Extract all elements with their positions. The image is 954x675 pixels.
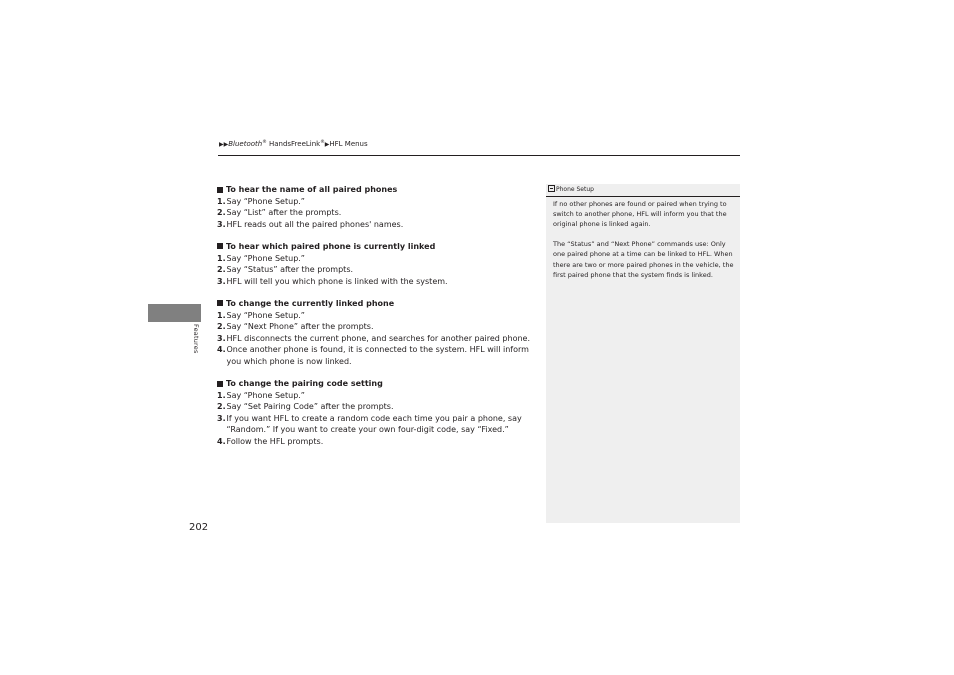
breadcrumb-arrow-icon: ▶▶ bbox=[219, 141, 229, 148]
sidebar-paragraph: If no other phones are found or paired when trying to switch to another phone, HFL will inform you that the original phone is linked again. bbox=[553, 200, 727, 229]
list-item: 1. Say “Phone Setup.” bbox=[217, 390, 305, 400]
list-item: 3. HFL will tell you which phone is linked with the system. bbox=[217, 276, 448, 286]
section-heading: To hear which paired phone is currently linked bbox=[217, 241, 537, 253]
main-content bbox=[217, 184, 537, 458]
breadcrumb-arrow-icon: ▶ bbox=[324, 141, 330, 148]
list-item: 4. Follow the HFL prompts. bbox=[217, 437, 324, 447]
note-icon bbox=[548, 185, 555, 192]
breadcrumb-item-handsfreelink[interactable]: HandsFreeLink bbox=[268, 140, 321, 148]
chapter-tab-label: Features bbox=[192, 324, 200, 354]
chapter-tab[interactable] bbox=[148, 304, 201, 322]
section-hear-paired-phones bbox=[217, 184, 537, 230]
registered-mark: ® bbox=[262, 140, 267, 145]
square-bullet-icon bbox=[217, 187, 223, 193]
breadcrumb-item-hfl-menus: HFL Menus bbox=[329, 140, 368, 148]
list-item: 4. Once another phone is found, it is connected to the system. HFL will inform you which phone is now linked. bbox=[217, 345, 529, 366]
sidebar-heading-label: Phone Setup bbox=[556, 186, 594, 193]
section-heading: To hear the name of all paired phones bbox=[217, 184, 537, 196]
header-rule bbox=[218, 155, 740, 156]
square-bullet-icon bbox=[217, 300, 223, 306]
list-item: 1. Say “Phone Setup.” bbox=[217, 253, 305, 263]
section-heading: To change the currently linked phone bbox=[217, 298, 537, 310]
sidebar-body bbox=[553, 199, 735, 290]
list-item: 2. Say “Next Phone” after the prompts. bbox=[217, 322, 374, 332]
sidebar-heading bbox=[546, 184, 740, 197]
list-item: 1. Say “Phone Setup.” bbox=[217, 310, 305, 320]
registered-mark: ® bbox=[320, 140, 325, 145]
page-number: 202 bbox=[189, 522, 209, 533]
square-bullet-icon bbox=[217, 381, 223, 387]
section-hear-linked-phone bbox=[217, 241, 537, 287]
list-item: 1. Say “Phone Setup.” bbox=[217, 196, 305, 206]
section-pairing-code bbox=[217, 378, 537, 448]
list-item: 3. If you want HFL to create a random code each time you pair a phone, say “Random.” If you want to create your own four-digit code, say “Fixed.” bbox=[217, 413, 522, 435]
list-item: 2. Say “Set Pairing Code” after the prompts. bbox=[217, 402, 394, 412]
section-change-linked-phone bbox=[217, 298, 537, 368]
list-item: 3. HFL disconnects the current phone, and searches for another paired phone. bbox=[217, 333, 530, 343]
square-bullet-icon bbox=[217, 243, 223, 249]
breadcrumb bbox=[219, 138, 368, 150]
section-heading: To change the pairing code setting bbox=[217, 378, 537, 390]
sidebar-note bbox=[546, 184, 740, 523]
list-item: 2. Say “List” after the prompts. bbox=[217, 208, 342, 218]
list-item: 3. HFL reads out all the paired phones' names. bbox=[217, 219, 404, 229]
sidebar-paragraph: The “Status” and “Next Phone” commands use: Only one paired phone at a time can be linked to HFL. When there are two or more paired phones in the vehicle, the first paired phone that the system finds is linked. bbox=[553, 240, 734, 279]
list-item: 2. Say “Status” after the prompts. bbox=[217, 265, 354, 275]
breadcrumb-item-bluetooth[interactable]: Bluetooth bbox=[228, 140, 263, 148]
